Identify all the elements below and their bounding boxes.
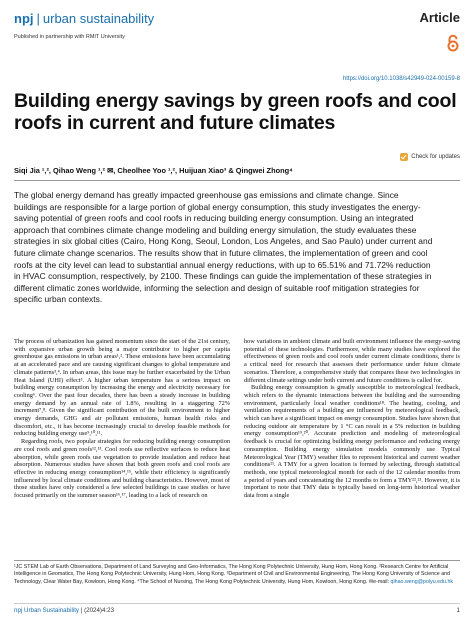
check-updates-label: Check for updates	[411, 154, 460, 160]
email-label: ✉e-mail:	[368, 578, 390, 585]
affiliation-text: ¹JC STEM Lab of Earth Observations, Department of Land Surveying and Geo-Informatics, The Hong Kong Polytechnic University, Hung Hom, Hong Kong. ²Research Centre for Artificial Intelligence in Geomatics, The Hong Kong Polytechnic University, Hung Hom, Hong Kong. ³Department of Civil and Environmental Engineering, The Hong Kong University of Science and Technology, Clear Water Bay, Kowloon, Hong Kong. ⁴The School of Nursing, The Hong Kong Polytechnic University, Hung Hom, Kowloon, Hong Kong.	[14, 564, 451, 585]
body-column-left	[14, 338, 230, 555]
open-access-icon	[446, 34, 460, 52]
footer-journal-link[interactable]: npj Urban Sustainability	[14, 607, 80, 614]
body-columns	[14, 338, 460, 555]
journal-npj: npj	[14, 11, 34, 26]
check-updates-button[interactable]	[400, 153, 460, 161]
journal-title[interactable]	[14, 11, 154, 26]
affiliation-divider	[14, 560, 460, 561]
footer-citation	[14, 607, 114, 614]
body-paragraph: Regarding roofs, two popular strategies for reducing building energy consumption are cool roofs and green roofs¹²,¹³. Cool roofs use reflective surfaces to reduce heat absorption, while green roofs use vegetation to provide insulation and reduce heat absorption. Numerous studies have shown that both green roofs and cool roofs are effective in reducing energy consumption¹⁴,¹⁵, while their efficiency is significantly influenced by local climate conditions and building characteristics. However, most of those studies have only considered a few selected buildings in case studies or have focused primarily on the summer season¹⁶,¹⁷, leading to a lack of research on	[14, 438, 230, 500]
page-number: 1	[456, 607, 460, 614]
partner-note: Published in partnership with RMIT University	[14, 34, 125, 40]
journal-separator: |	[36, 11, 40, 26]
article-type-label: Article	[419, 10, 460, 25]
author-list: Siqi Jia ¹,², Qihao Weng ¹,² ✉, Cheolhee Yoo ¹,², Huijuan Xiao³ & Qingwei Zhong⁴	[14, 166, 293, 175]
check-updates-icon	[400, 153, 408, 161]
article-title: Building energy savings by green roofs and cool roofs in current and future climates	[14, 90, 457, 134]
body-column-right	[244, 338, 460, 555]
journal-header	[14, 10, 460, 32]
body-paragraph: how variations in ambient climate and built environment influence the energy-saving potential of these technologies. Furthermore, while many studies have explored the effectiveness of green roofs and cool roofs under current climate conditions, there is a critical need for research that assesses their performance under future climate scenarios. Therefore, a comprehensive study that compares these two technologies in different climate settings under both current and future conditions is called for.	[244, 338, 460, 384]
abstract: The global energy demand has greatly impacted greenhouse gas emissions and climate change. Since buildings are responsible for a large portion of global energy consumption, this study investigates the energy-saving potential of green roofs and cool roofs in reducing building energy consumption. Using an integrated approach that combines climate change modeling and building energy simulation, the study evaluates these strategies in six global cities (Cairo, Hong Kong, Seoul, London, Los Angeles, and Sao Paulo) under current and future climate change scenarios. The results show that in future climates, the implementation of green and cool roofs at the city level can lead to substantial annual energy reductions, with up to 65.51% and 71.72% reduction in HVAC consumption, respectively, by 2100. These findings can guide the implementation of these strategies in different climatic zones worldwide, informing the selection and design of suitable roof mitigation strategies for specific urban contexts.	[14, 190, 433, 305]
footer-volume: | (2024)4:23	[80, 607, 115, 614]
email-link[interactable]: qihao.weng@polyu.edu.hk	[390, 578, 454, 585]
body-paragraph: Building energy consumption is greatly susceptible to meteorological feedback, which refers to the dynamic interactions between the building and the surrounding environment, particularly local weather conditions¹⁸. The heating, cooling, and ventilation requirements of a building are influenced by meteorological feedback, which can have a significant impact on energy consumption. Studies have shown that reducing outdoor air temperature by 1 °C can result in a 5% reduction in building energy consumption¹⁹,²⁰. Accurate prediction and modeling of meteorological feedback is crucial for optimizing building energy performance and reducing energy consumption. Building energy simulation models commonly use Typical Meteorological Year (TMY) weather files to represent historical and current weather conditions²¹. A TMY for a given location is formed by selecting, through statistical methods, one typical meteorological month for each of the 12 calendar months from a period of years and concatenating the 12 months to form a TMY²²,²³. However, it is important to note that TMY data is typically based on long-term historical weather data from a single	[244, 384, 460, 500]
footer-divider	[14, 603, 460, 604]
body-paragraph: The process of urbanization has gained momentum since the start of the 21st century, with expansive urban growth being a major contributor to higher per capita greenhouse gas emissions in urban areas¹,². These emissions have been accumulating at an accelerated pace and are causing significant changes to global temperature and climate patterns³,⁴. In urban areas, this issue may be further exacerbated by the Urban Heat Island (UHI) effect⁵. A higher urban temperature has a serious impact on building energy consumption by increasing the energy and electricity necessary for cooling⁶. Over the past four decades, there has been a steady increase in building energy demand by an annual rate of 1.8%, resulting in a staggering 72% increment⁷,⁸. Given the significant contribution of the built environment to higher energy demands, GHG and air pollutant emissions, human health risks and discomfort, etc., it has become increasingly crucial to develop feasible methods for reducing building energy use⁹,¹⁰,¹¹.	[14, 338, 230, 438]
doi-link[interactable]: https://doi.org/10.1038/s42949-024-00159-8	[342, 76, 460, 82]
header-divider	[14, 180, 460, 181]
journal-name: urban sustainability	[42, 11, 155, 26]
affiliations	[14, 564, 460, 586]
